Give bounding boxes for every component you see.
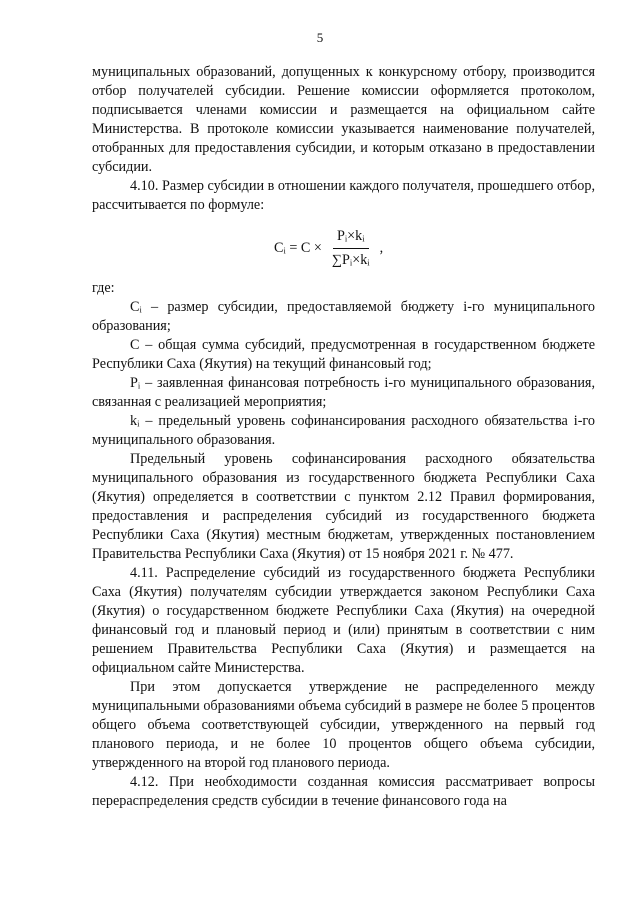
formula-fraction bbox=[328, 227, 374, 270]
page-number: 5 bbox=[316, 30, 324, 45]
paragraph-4-11: 4.11. Распределение субсидий из государственного бюджета Республики Саха (Якутия) получателям субсидии утверждается законом Республики Саха (Якутия) о государственном бюджете Республики Саха (Якутия) на очередной финансовый год и плановый период и (или) принятым в соответствии с ним решением Правительства Республики Саха (Якутия) и размещается на официальном сайте Министерства. bbox=[92, 565, 595, 676]
paragraph-cofinancing-limit: Предельный уровень софинансирования расходного обязательства муниципального образования из государственного бюджета Республики Саха (Якутия) определяется в соответствии с пунктом 2.12 Правил формирования, предоставления и распределения субсидий из государственного бюджета Республики Саха (Якутия) местным бюджетам, утвержденных постановлением Правительства Республики Саха (Якутия) от 15 ноября 2021 г. № 477. bbox=[92, 451, 595, 562]
formula-numerator: Pᵢ×kᵢ bbox=[333, 227, 369, 249]
paragraph-4-10: 4.10. Размер субсидии в отношении каждого получателя, прошедшего отбор, рассчитывается по формуле: bbox=[92, 178, 595, 213]
definition-ki: kᵢ – предельный уровень софинансирования расходного обязательства i-го муниципального образования. bbox=[92, 413, 595, 448]
definition-c: C – общая сумма субсидий, предусмотренная в государственном бюджете Республики Саха (Якутия) на текущий финансовый год; bbox=[92, 337, 595, 372]
paragraph-where: где: bbox=[92, 280, 115, 296]
formula-lhs: Cᵢ = C × bbox=[274, 240, 322, 256]
subsidy-formula bbox=[92, 215, 595, 279]
document-body bbox=[92, 63, 595, 811]
paragraph-commission-decision: муниципальных образований, допущенных к конкурсному отбору, производится отбор получателей субсидии. Решение комиссии оформляется протоколом, подписывается членами комиссии и размещается на официальном сайте Министерства. В протоколе комиссии указывается наименование получателей, отобранных для предоставления субсидии, и которым отказано в предоставлении субсидии. bbox=[92, 64, 595, 175]
formula-denominator: ∑Pᵢ×kᵢ bbox=[331, 252, 370, 268]
definition-pi: Pᵢ – заявленная финансовая потребность i-го муниципального образования, связанная с реализацией мероприятия; bbox=[92, 375, 595, 410]
formula-trailing-comma: , bbox=[379, 240, 384, 256]
paragraph-4-12: 4.12. При необходимости созданная комиссия рассматривает вопросы перераспределения средств субсидии в течение финансового года на bbox=[92, 774, 595, 809]
definition-ci: Cᵢ – размер субсидии, предоставляемой бюджету i-го муниципального образования; bbox=[92, 299, 595, 334]
paragraph-unallocated-volume: При этом допускается утверждение не распределенного между муниципальными образованиями объема субсидий в размере не более 5 процентов общего объема соответствующей субсидии, утвержденного на первый год планового периода, и не более 10 процентов общего объема субсидии, утвержденного на второй год планового периода. bbox=[92, 679, 595, 771]
